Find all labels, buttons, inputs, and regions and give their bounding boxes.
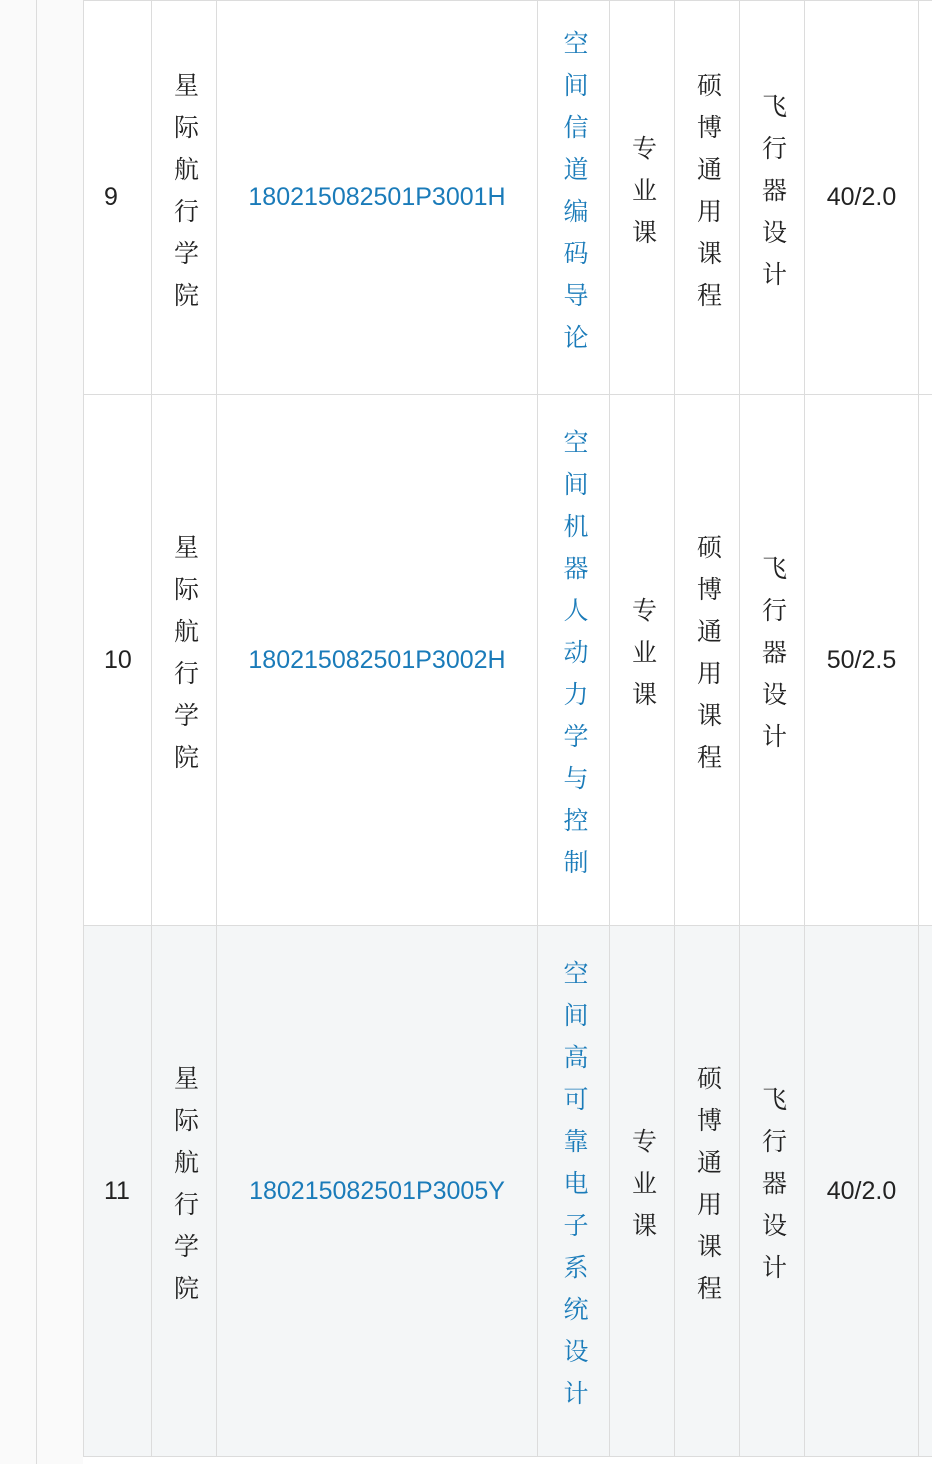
- row-number: [83, 926, 151, 1456]
- course-type-text: 专业课: [628, 597, 657, 723]
- course-type-cell: [609, 1, 674, 394]
- course-code-cell: [216, 926, 537, 1456]
- course-type-text: 专业课: [628, 1128, 657, 1254]
- major-text: 飞行器设计: [758, 555, 787, 765]
- course-name-cell: [537, 926, 609, 1456]
- course-code-link[interactable]: 180215082501P3005Y: [249, 1176, 505, 1205]
- row-number-text: 11: [104, 1176, 130, 1205]
- college-cell: [151, 1, 216, 394]
- course-category-cell: [674, 926, 739, 1456]
- college-cell: [151, 395, 216, 925]
- overflow-cell: [918, 1, 932, 394]
- major-cell: [739, 926, 804, 1456]
- row-number: [83, 1, 151, 394]
- hours-credits-text: 40/2.0: [826, 1176, 897, 1205]
- course-name-cell: [537, 1, 609, 394]
- course-type-cell: [609, 395, 674, 925]
- course-category-text: 硕博通用课程: [693, 71, 722, 324]
- course-category-text: 硕博通用课程: [693, 1065, 722, 1317]
- hours-credits-text: 50/2.5: [826, 645, 897, 674]
- major-cell: [739, 1, 804, 394]
- course-code-link[interactable]: 180215082501P3001H: [248, 183, 506, 211]
- table-row: [83, 0, 932, 395]
- overflow-cell: [918, 926, 932, 1456]
- course-code-cell: [216, 1, 537, 394]
- course-category-text: 硕博通用课程: [693, 534, 722, 786]
- hours-credits-cell: [804, 926, 918, 1456]
- course-table: [83, 0, 932, 1464]
- course-name-cell: [537, 395, 609, 925]
- row-number: [83, 395, 151, 925]
- college-text: 星际航行学院: [170, 71, 199, 324]
- left-margin: [0, 0, 83, 1464]
- hours-credits-cell: [804, 1, 918, 394]
- major-text: 飞行器设计: [758, 92, 787, 303]
- college-text: 星际航行学院: [170, 534, 199, 786]
- course-category-cell: [674, 1, 739, 394]
- course-type-cell: [609, 926, 674, 1456]
- course-name-link[interactable]: 空间高可靠电子系统设计: [560, 960, 588, 1422]
- row-number-text: 10: [104, 645, 132, 674]
- course-code-cell: [216, 395, 537, 925]
- overflow-cell: [918, 395, 932, 925]
- hours-credits-cell: [804, 395, 918, 925]
- course-name-link[interactable]: 空间机器人动力学与控制: [560, 429, 588, 891]
- hours-credits-text: 40/2.0: [826, 183, 897, 211]
- college-cell: [151, 926, 216, 1456]
- course-category-cell: [674, 395, 739, 925]
- major-cell: [739, 395, 804, 925]
- course-code-link[interactable]: 180215082501P3002H: [248, 645, 506, 674]
- table-row: [83, 395, 932, 926]
- table-row: [83, 926, 932, 1457]
- course-type-text: 专业课: [628, 134, 657, 261]
- left-margin-divider: [36, 0, 37, 1464]
- college-text: 星际航行学院: [170, 1065, 199, 1317]
- row-number-text: 9: [104, 183, 118, 211]
- course-name-link[interactable]: 空间信道编码导论: [560, 29, 588, 366]
- major-text: 飞行器设计: [758, 1086, 787, 1296]
